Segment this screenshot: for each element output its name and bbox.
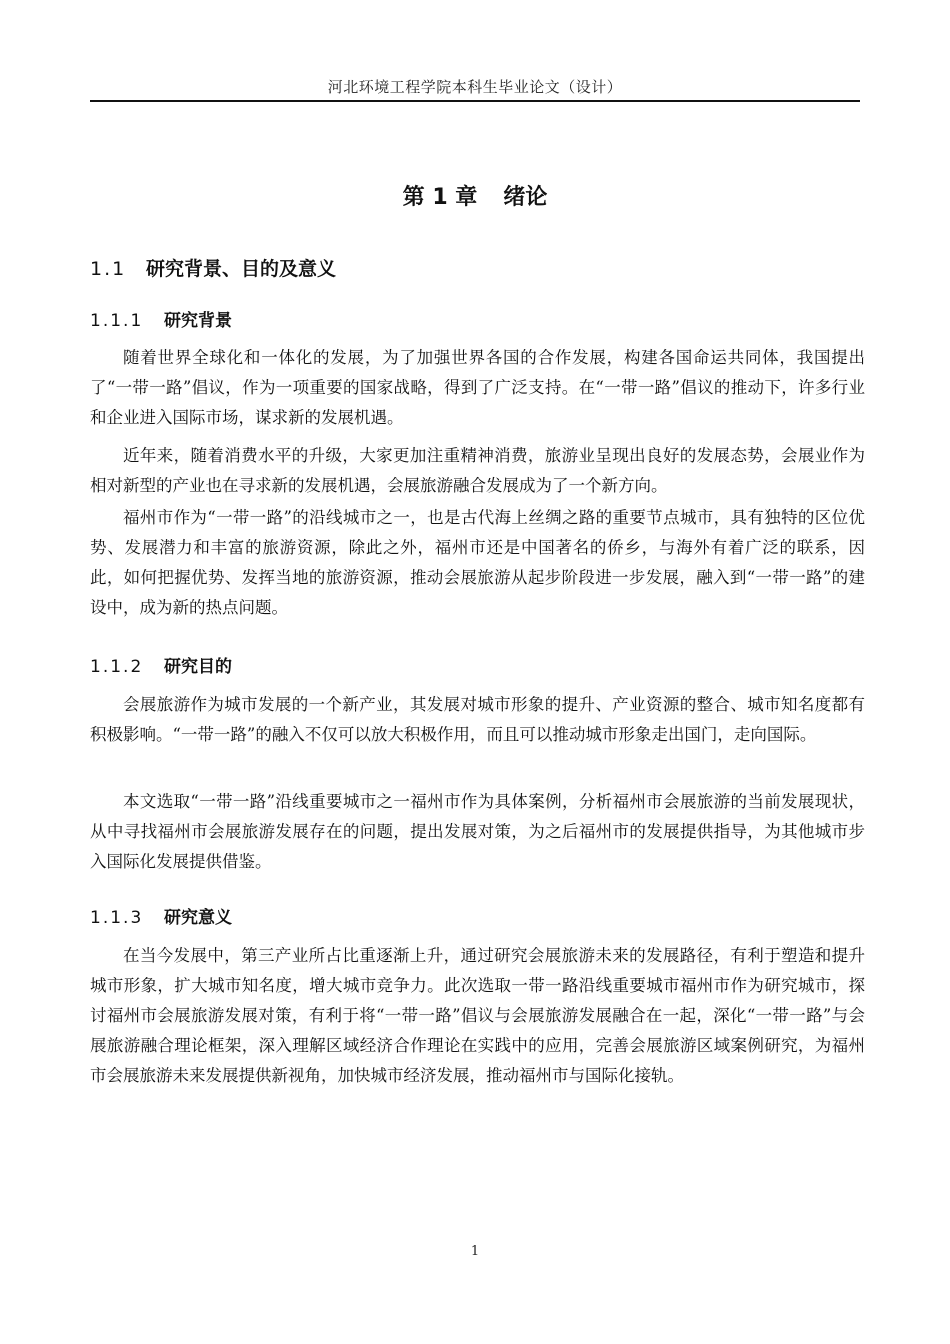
section-number: 1.1 — [90, 258, 127, 280]
subsection-title: 研究目的 — [164, 657, 232, 677]
subsection-title: 研究意义 — [164, 908, 232, 928]
paragraph: 福州市作为“一带一路”的沿线城市之一，也是古代海上丝绸之路的重要节点城市，具有独特的区位优势、发展潜力和丰富的旅游资源，除此之外，福州市还是中国著名的侨乡，与海外有着广泛的联系，因此，如何把握优势、发挥当地的旅游资源，推动会展旅游从起步阶段进一步发展，融入到“一带一路”的建设中，成为新的热点问题。 — [90, 508, 865, 617]
subsection-number: 1.1.3 — [90, 908, 144, 928]
header-rule — [90, 100, 860, 102]
subsection-heading-1-1-3 — [90, 903, 232, 928]
paragraph: 本文选取“一带一路”沿线重要城市之一福州市作为具体案例，分析福州市会展旅游的当前发展现状，从中寻找福州市会展旅游发展存在的问题，提出发展对策，为之后福州市的发展提供指导，为其他城市步入国际化发展提供借鉴。 — [90, 792, 865, 871]
page-number: 1 — [470, 1244, 480, 1259]
paragraph: 会展旅游作为城市发展的一个新产业，其发展对城市形象的提升、产业资源的整合、城市知名度都有积极影响。“一带一路”的融入不仅可以放大积极作用，而且可以推动城市形象走出国门，走向国际。 — [90, 695, 865, 744]
paragraph: 随着世界全球化和一体化的发展，为了加强世界各国的合作发展，构建各国命运共同体，我国提出了“一带一路”倡议，作为一项重要的国家战略，得到了广泛支持。在“一带一路”倡议的推动下，许多行业和企业进入国际市场，谋求新的发展机遇。 — [90, 348, 865, 427]
subsection-number: 1.1.1 — [90, 311, 144, 331]
chapter-number: 第 1 章 — [402, 185, 478, 210]
running-header: 河北环境工程学院本科生毕业论文（设计） — [327, 78, 623, 96]
subsection-heading-1-1-1 — [90, 306, 232, 331]
chapter-title: 绪论 — [503, 185, 548, 210]
subsection-number: 1.1.2 — [90, 657, 144, 677]
paragraph: 近年来，随着消费水平的升级，大家更加注重精神消费，旅游业呈现出良好的发展态势，会展业作为相对新型的产业也在寻求新的发展机遇，会展旅游融合发展成为了一个新方向。 — [90, 446, 865, 495]
chapter-heading — [90, 180, 860, 211]
section-heading-1-1 — [90, 254, 336, 281]
paragraph: 在当今发展中，第三产业所占比重逐渐上升，通过研究会展旅游未来的发展路径，有利于塑造和提升城市形象，扩大城市知名度，增大城市竞争力。此次选取一带一路沿线重要城市福州市作为研究城市，探讨福州市会展旅游发展对策，有利于将“一带一路”倡议与会展旅游发展融合在一起，深化“一带一路”与会展旅游融合理论框架，深入理解区域经济合作理论在实践中的应用，完善会展旅游区域案例研究，为福州市会展旅游未来发展提供新视角，加快城市经济发展，推动福州市与国际化接轨。 — [90, 946, 865, 1085]
subsection-title: 研究背景 — [164, 311, 232, 331]
subsection-heading-1-1-2 — [90, 652, 232, 677]
section-title: 研究背景、目的及意义 — [146, 258, 337, 280]
